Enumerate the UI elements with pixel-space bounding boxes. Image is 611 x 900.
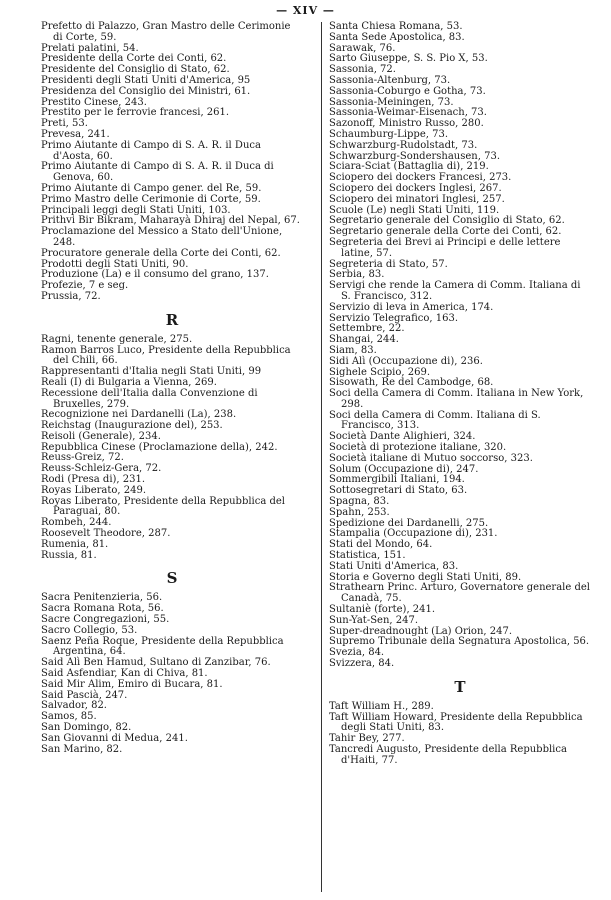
page-number: — XIV — [276, 4, 335, 17]
index-entry: Segretario generale della Corte dei Conti, 62. [329, 226, 562, 238]
index-entry: Santa Sede Apostolica, 83. [329, 31, 465, 43]
index-entry: Prestito per le ferrovie francesi, 261. [41, 107, 230, 119]
index-entry: Royas Liberato, 249. [41, 484, 147, 496]
index-entry: Preti, 53. [41, 118, 88, 130]
index-entry: Tahir Bey, 277. [329, 733, 405, 745]
index-entry: Presidente del Consiglio di Stato, 62. [41, 64, 230, 76]
index-entry: Società italiane di Mutuo soccorso, 323. [329, 452, 533, 464]
index-entry: Settembre, 22. [329, 323, 405, 335]
index-entry: Russia, 81. [41, 549, 97, 561]
index-entry: Prussia, 72. [41, 290, 101, 302]
index-entry: Sassonia-Coburgo e Gotha, 73. [329, 85, 486, 97]
index-entry: Servizio Telegrafico, 163. [329, 312, 459, 324]
index-entry: Sassonia-Weimar-Eisenach, 73. [329, 107, 487, 119]
index-entry: Schwarzburg-Sondershausen, 73. [329, 150, 501, 162]
index-entry: Svizzera, 84. [329, 658, 395, 670]
index-entry: Reichstag (Inaugurazione del), 253. [41, 420, 223, 432]
index-entry: Società di protezione italiane, 320. [329, 442, 507, 454]
index-entry: Siam, 83. [329, 344, 377, 356]
index-entry: Stati del Mondo, 64. [329, 539, 433, 551]
index-entry: Said Pascià, 247. [41, 689, 128, 701]
index-entry: Storia e Governo degli Stati Uniti, 89. [329, 571, 522, 583]
index-entry: Proclamazione del Messico a Stato dell'Unione, 248. [41, 226, 283, 248]
index-entry: Sun-Yat-Sen, 247. [329, 614, 419, 626]
index-entry: Servizio di leva in America, 174. [329, 301, 494, 313]
index-entry: Sommergibili Italiani, 194. [329, 474, 465, 486]
index-entry: Soci della Camera di Comm. Italiana in New York, 298. [329, 388, 584, 410]
index-entry: Roosevelt Theodore, 287. [41, 528, 171, 540]
index-entry: Statistica, 151. [329, 550, 406, 562]
index-entry: Sacra Penitenzieria, 56. [41, 592, 163, 604]
index-entry: Sisowath, Re del Cambodge, 68. [329, 377, 494, 389]
index-entry: Saenz Peña Roque, Presidente della Repubblica Argentina, 64. [41, 635, 284, 658]
index-entry: Reuss-Schleiz-Gera, 72. [41, 463, 162, 475]
index-entry: Sacre Congregazioni, 55. [41, 614, 170, 626]
index-entry: Sarto Giuseppe, S. S. Pio X, 53. [329, 53, 488, 65]
index-entry: Sassonia-Meiningen, 73. [329, 96, 454, 108]
index-entry: Rodi (Presa di), 231. [41, 474, 146, 486]
index-entry: Rumenia, 81. [41, 538, 109, 550]
index-entry: Primo Aiutante di Campo di S. A. R. il Duca di Genova, 60. [41, 161, 274, 184]
index-entry: Sciara-Sciat (Battaglia di), 219. [329, 161, 489, 173]
index-entry: Salvador, 82. [41, 700, 107, 712]
index-entry: Schaumburg-Lippe, 73. [329, 128, 448, 140]
index-entry: Sottosegretari di Stato, 63. [329, 485, 468, 497]
index-entry: Prevesa, 241. [41, 128, 110, 140]
index-column-left [41, 22, 303, 755]
index-entry: Sultaniè (forte), 241. [329, 604, 436, 616]
index-entry: Solum (Occupazione di), 247. [329, 463, 479, 475]
index-entry: Spagna, 83. [329, 496, 390, 508]
index-entry: Svezia, 84. [329, 647, 385, 659]
index-entry: Rappresentanti d'Italia negli Stati Uniti, 99 [41, 366, 262, 378]
index-entry: Prefetto di Palazzo, Gran Mastro delle Cerimonie di Corte, 59. [41, 21, 291, 43]
index-entry: Sassonia, 72. [329, 64, 396, 76]
index-entry: San Giovanni di Medua, 241. [41, 732, 188, 744]
index-entry: Profezie, 7 e seg. [41, 280, 129, 292]
index-entry: Segreteria dei Brevi ai Principi e delle lettere latine, 57. [329, 236, 561, 259]
index-entry: San Marino, 82. [41, 743, 123, 755]
index-entry: Rombeh, 244. [41, 517, 112, 529]
index-entry: Ragni, tenente generale, 275. [41, 333, 193, 345]
index-entry: Procuratore generale della Corte dei Conti, 62. [41, 247, 281, 259]
index-entry: Spahn, 253. [329, 506, 390, 518]
index-entry: Santa Chiesa Romana, 53. [329, 21, 463, 32]
index-entry: Primo Aiutante di Campo di S. A. R. il Duca d'Aosta, 60. [41, 139, 261, 162]
index-entry: San Domingo, 82. [41, 722, 132, 734]
index-entry: Spedizione dei Dardanelli, 275. [329, 517, 489, 529]
index-entry: Reali (I) di Bulgaria a Vienna, 269. [41, 376, 217, 388]
index-entry: Serbia, 83. [329, 269, 385, 281]
index-entry: Presidenza del Consiglio dei Ministri, 61. [41, 85, 251, 97]
section-letter: R [165, 310, 179, 329]
index-entry: Taft William H., 289. [329, 700, 434, 712]
index-entry: Reuss-Greiz, 72. [41, 452, 124, 464]
index-entry: Shangai, 244. [329, 334, 399, 346]
index-entry: Tancredi Augusto, Presidente della Repubblica d'Haiti, 77. [329, 744, 567, 766]
section-letter: T [454, 677, 466, 696]
index-entry: Prodotti degli Stati Uniti, 90. [41, 258, 189, 270]
index-entry: Segretario generale del Consiglio di Stato, 62. [329, 215, 565, 227]
column-divider [321, 22, 322, 892]
index-entry: Schwarzburg-Rudolstadt, 73. [329, 139, 478, 151]
index-entry: Ramon Barros Luco, Presidente della Repubblica del Chili, 66. [41, 344, 291, 367]
index-entry: Said Alì Ben Hamud, Sultano di Zanzibar, 76. [41, 657, 271, 669]
index-entry: Said Mir Alim, Emiro di Bucara, 81. [41, 678, 223, 690]
index-entry: Sciopero dei minatori Inglesi, 257. [329, 193, 505, 205]
index-entry: Società Dante Alighieri, 324. [329, 431, 476, 443]
index-entry: Stampalia (Occupazione di), 231. [329, 528, 498, 540]
index-entry: Prithvi Bir Bikram, Maharayà Dhiraj del Nepal, 67. [41, 215, 300, 227]
index-entry: Super-dreadnought (La) Orion, 247. [329, 625, 513, 637]
index-entry: Soci della Camera di Comm. Italiana di S. Francisco, 313. [329, 409, 541, 432]
index-entry: Servigi che rende la Camera di Comm. Italiana di S. Francisco, 312. [329, 280, 581, 302]
index-entry: Sarawak, 76. [329, 42, 396, 54]
index-entry: Recognizione nei Dardanelli (La), 238. [41, 409, 237, 421]
index-entry: Primo Mastro delle Cerimonie di Corte, 59. [41, 193, 261, 205]
index-entry: Scuole (Le) negli Stati Uniti, 119. [329, 204, 500, 216]
index-entry: Taft William Howard, Presidente della Repubblica degli Stati Uniti, 83. [329, 711, 583, 734]
index-entry: Reisoli (Generale), 234. [41, 430, 161, 442]
index-entry: Stati Uniti d'America, 83. [329, 560, 459, 572]
index-entry: Royas Liberato, Presidente della Repubblica del Paraguai, 80. [41, 495, 286, 518]
index-entry: Strathearn Princ. Arturo, Governatore generale del Canadà, 75. [329, 582, 590, 605]
index-entry: Segreteria di Stato, 57. [329, 258, 448, 270]
index-entry: Repubblica Cinese (Proclamazione della), 242. [41, 441, 278, 453]
index-entry: Sighele Scipio, 269. [329, 366, 430, 378]
index-entry: Sazonoff, Ministro Russo, 280. [329, 118, 484, 130]
index-entry: Produzione (La) e il consumo del grano, 137. [41, 269, 269, 281]
index-entry: Presidenti degli Stati Uniti d'America, 95 [41, 74, 251, 86]
index-entry: Sacra Romana Rota, 56. [41, 603, 164, 615]
index-entry: Said Asfendiar, Kan di Chiva, 81. [41, 668, 208, 680]
index-entry: Prestito Cinese, 243. [41, 96, 147, 108]
index-entry: Supremo Tribunale della Segnatura Apostolica, 56. [329, 636, 590, 648]
index-entry: Presidente della Corte dei Conti, 62. [41, 53, 227, 65]
index-entry: Prelati palatini, 54. [41, 42, 139, 54]
index-entry: Recessione dell'Italia dalla Convenzione di Bruxelles, 279. [41, 387, 258, 410]
index-entry: Sassonia-Altenburg, 73. [329, 74, 451, 86]
index-entry: Samos, 85. [41, 711, 97, 723]
index-entry: Sacro Collegio, 53. [41, 624, 138, 636]
index-column-right [329, 22, 591, 767]
index-entry: Principali leggi degli Stati Uniti, 103. [41, 204, 231, 216]
index-entry: Sciopero dei dockers Inglesi, 267. [329, 182, 502, 194]
index-entry: Primo Aiutante di Campo gener. del Re, 59. [41, 182, 262, 194]
section-letter: S [166, 569, 178, 588]
index-entry: Sidi Alì (Occupazione di), 236. [329, 355, 483, 367]
index-entry: Sciopero dei dockers Francesi, 273. [329, 172, 512, 184]
